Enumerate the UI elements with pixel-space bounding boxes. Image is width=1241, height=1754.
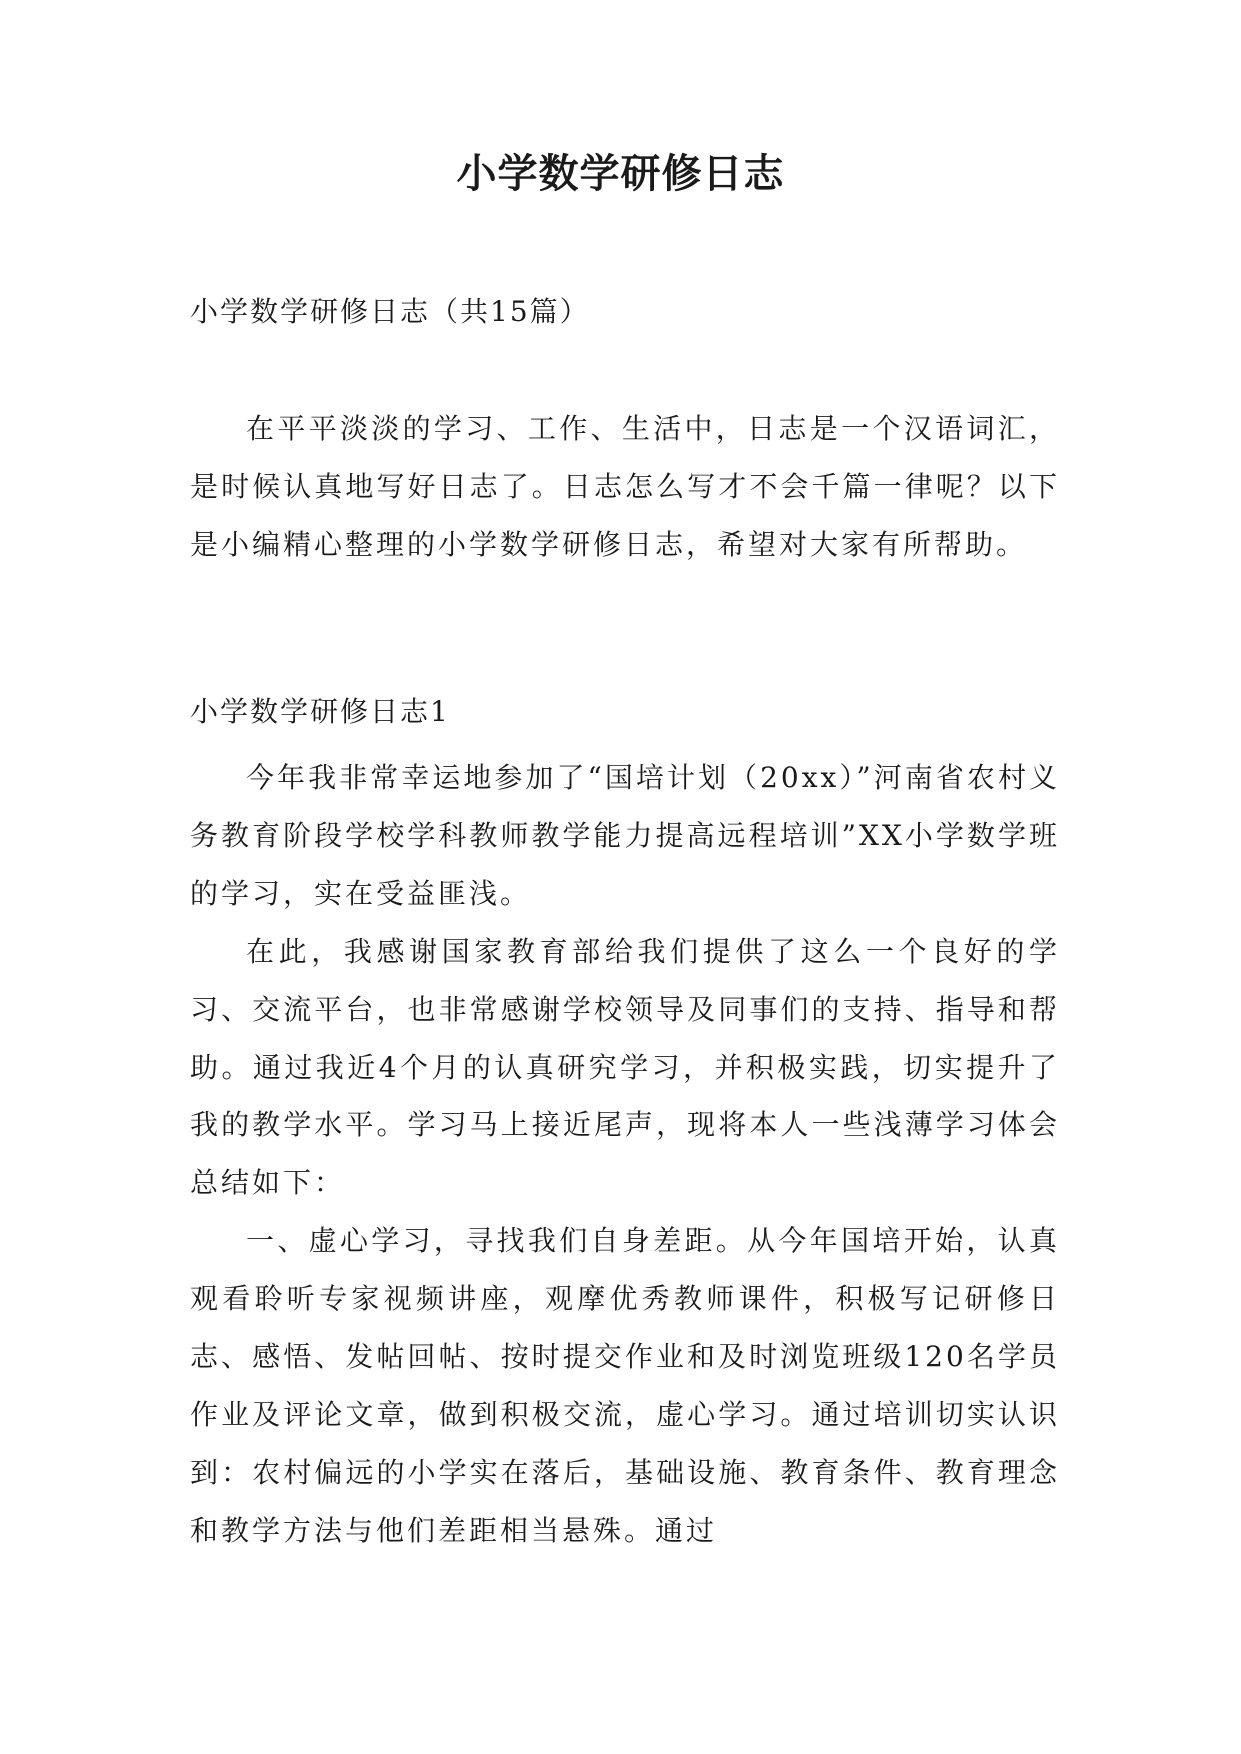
body-paragraph-2: 在此，我感谢国家教育部给我们提供了这么一个良好的学习、交流平台，也非常感谢学校领导及同事们的支持、指导和帮助。通过我近4个月的认真研究学习，并积极实践，切实提升了我的教学水平。学习马上接近尾声，现将本人一些浅薄学习体会总结如下： (190, 934, 1060, 1200)
document-subtitle: 小学数学研修日志（共15篇） (190, 295, 590, 328)
section-body (190, 749, 1060, 1560)
intro-block (190, 400, 1060, 574)
intro-paragraph: 在平平淡淡的学习、工作、生活中，日志是一个汉语词汇，是时候认真地写好日志了。日志怎么写才不会千篇一律呢？以下是小编精心整理的小学数学研修日志，希望对大家有所帮助。 (190, 412, 1060, 561)
document-title: 小学数学研修日志 (456, 151, 785, 197)
section-heading: 小学数学研修日志1 (190, 695, 450, 728)
body-paragraph-3: 一、虚心学习，寻找我们自身差距。从今年国培开始，认真观看聆听专家视频讲座，观摩优秀教师课件，积极写记研修日志、感悟、发帖回帖、按时提交作业和及时浏览班级120名学员作业及评论文章，做到积极交流，虚心学习。通过培训切实认识到：农村偏远的小学实在落后，基础设施、教育条件、教育理念和教学方法与他们差距相当悬殊。通过 (190, 1224, 1060, 1547)
body-paragraph-1: 今年我非常幸运地参加了“国培计划（20xx）”河南省农村义务教育阶段学校学科教师教学能力提高远程培训”XX小学数学班的学习，实在受益匪浅。 (190, 761, 1060, 910)
